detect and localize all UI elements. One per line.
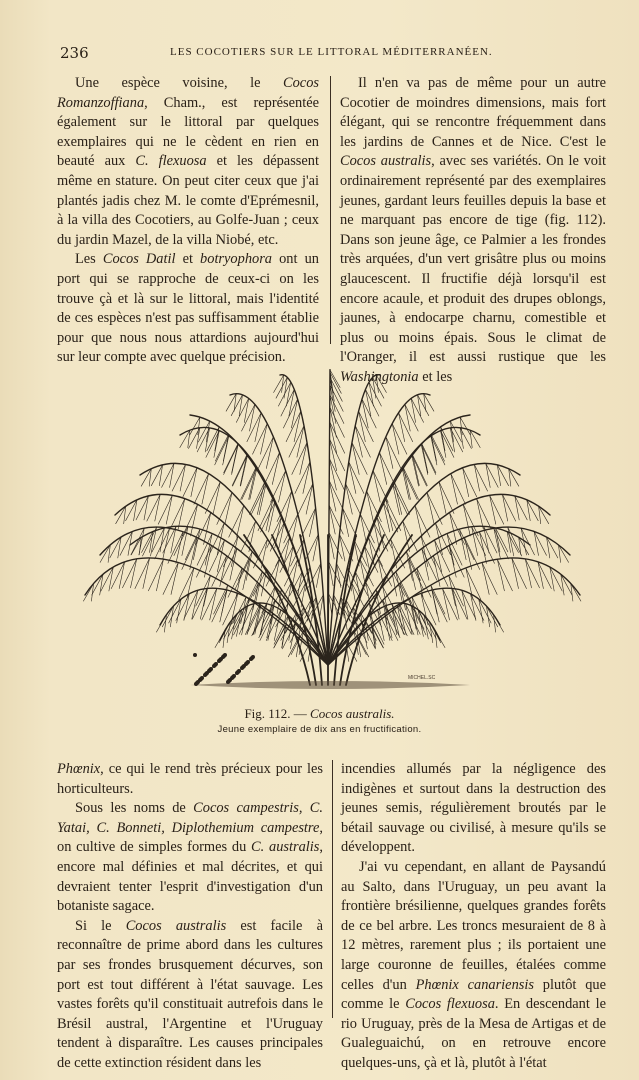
leaflet xyxy=(204,546,211,578)
leaflet xyxy=(415,506,422,538)
leaflet xyxy=(441,427,453,451)
leaflet xyxy=(486,463,490,487)
leaflet xyxy=(303,462,310,494)
fruit-drupe xyxy=(214,662,218,666)
leaflet xyxy=(521,528,534,555)
column-divider xyxy=(330,76,331,344)
leaflet xyxy=(202,474,209,505)
leaflet xyxy=(439,482,446,514)
leaflet xyxy=(135,558,150,589)
leaflet xyxy=(360,514,366,543)
leaflet xyxy=(411,398,423,422)
frond-rachis xyxy=(85,558,328,665)
leaflet xyxy=(269,590,281,614)
leaflet xyxy=(255,605,261,634)
leaflet xyxy=(422,444,428,473)
leaflet xyxy=(435,540,450,572)
leaflet xyxy=(380,453,395,485)
leaflet xyxy=(253,424,268,455)
leaflet xyxy=(386,499,393,531)
leaflet xyxy=(225,493,232,525)
leaflet xyxy=(241,454,248,486)
leaflet xyxy=(171,526,176,553)
leaflet xyxy=(497,559,512,591)
leaflet xyxy=(223,434,228,461)
leaflet xyxy=(451,474,466,505)
leaflet xyxy=(502,494,507,521)
leaflet xyxy=(183,504,198,536)
leaflet xyxy=(166,495,172,524)
leaflet xyxy=(352,583,356,607)
engraver-signature: MICHEL.SC xyxy=(408,675,436,681)
frond-rachis xyxy=(328,463,520,665)
leaflet xyxy=(294,411,301,442)
leaflet xyxy=(463,468,469,497)
leaflet xyxy=(490,495,496,524)
leaflet xyxy=(346,484,361,515)
leaflet xyxy=(297,426,304,458)
leaflet xyxy=(330,439,345,471)
leaflet xyxy=(512,558,527,589)
leaflet xyxy=(355,426,362,458)
leaflet xyxy=(534,531,546,555)
leaflet xyxy=(362,399,368,428)
leaflet xyxy=(232,444,239,475)
leaflet xyxy=(386,499,401,531)
leaflet xyxy=(180,464,185,491)
leaflet xyxy=(512,558,519,589)
leaflet xyxy=(329,532,334,559)
leaflet xyxy=(525,559,531,588)
column-bottom-left xyxy=(57,760,323,1074)
fruit-drupe xyxy=(193,653,197,657)
leaflet xyxy=(393,483,408,515)
leaflet xyxy=(176,532,183,564)
leaflet xyxy=(171,563,178,595)
leaflet xyxy=(474,464,487,491)
leaflet xyxy=(163,528,170,559)
leaflet xyxy=(343,508,349,537)
leaflet xyxy=(131,559,137,588)
leaflet xyxy=(230,549,237,581)
leaflet xyxy=(534,531,538,555)
fruit-drupe xyxy=(196,680,200,684)
leaflet xyxy=(463,504,470,536)
leaflet xyxy=(395,483,402,515)
leaflet xyxy=(471,594,476,621)
leaflet xyxy=(441,431,446,458)
leaflet xyxy=(486,463,498,487)
leaflet xyxy=(337,563,341,587)
running-title: LES COCOTIERS SUR LE LITTORAL MÉDITERRANÉEN. xyxy=(170,46,493,58)
leaflet xyxy=(204,513,211,545)
fruit-drupe xyxy=(237,669,241,673)
leaflet xyxy=(447,534,462,566)
fruit-drupe xyxy=(228,678,232,682)
leaflet xyxy=(359,411,366,442)
leaflet xyxy=(289,389,294,416)
paragraph: Une espèce voisine, le Cocos Romanzoffiana, Cham., est représentée également sur le littoral par quelques exemplaires qui ne le cèdent en rien en beauté aux C. flexuosa et les dépassent même en stature. On peut citer ceux que j'ai plantés jadis chez M. le comte d'Eprémesnil, à la villa des Cocotiers, au Golfe-Juan ; ceux du jardin Mazel, de la villa Niobé, etc. xyxy=(57,75,319,248)
leaflet xyxy=(120,531,132,555)
leaflet xyxy=(295,462,310,494)
leaflet xyxy=(340,534,345,561)
fruit-drupe xyxy=(209,667,213,671)
leaflet xyxy=(214,431,219,458)
leaflet xyxy=(266,437,273,469)
leaflet xyxy=(257,483,264,515)
leaflet xyxy=(369,382,373,406)
fruit-drupe xyxy=(251,655,255,659)
leaflet xyxy=(441,431,454,458)
leaflet xyxy=(283,399,297,428)
leaflet xyxy=(494,528,501,559)
page-number: 236 xyxy=(60,44,89,62)
leaflet xyxy=(143,558,150,589)
paragraph: Il n'en va pas de même pour un autre Cocotier de moindres dimensions, mais fort élégant, qui se rencontre fréquemment dans les jardins de Cannes et de Nice. C'est le Cocos australis, avec ses variétés. On le voit ordinairement représenté par des exemplaires jeunes, gardant leurs feuilles depuis la base et ne marquant pas encore de tige (fig. 112). Dans son jeune âge, ce Palmier a les frondes très arquées, d'un vert grisâtre plus ou moins glaucescent. Il fructifie déjà lorsqu'il est encore acaule, et produit des drupes oblongs, jaunes, à endocarpe charnu, comestible et plus ou moins épais. Sous le climat de l'Oranger, il est aussi rustique que les Washingtonia et les xyxy=(340,75,606,385)
leaflet xyxy=(212,556,227,587)
leaflet xyxy=(255,413,261,442)
leaflet xyxy=(213,482,220,514)
paragraph: Phœnix, ce qui le rend très précieux pour les horticulteurs. xyxy=(57,761,323,797)
page-header xyxy=(60,44,620,64)
figure-caption: Fig. 112. — Cocos australis. xyxy=(244,706,395,721)
column-top-right xyxy=(340,74,606,388)
leaflet xyxy=(237,506,244,538)
leaflet xyxy=(329,481,336,512)
leaflet xyxy=(156,559,163,591)
fruit-drupe xyxy=(223,653,227,657)
leaflet xyxy=(83,584,93,602)
leaflet xyxy=(194,474,209,505)
leaflet xyxy=(316,563,320,587)
leaflet xyxy=(192,590,198,619)
leaflet xyxy=(206,431,219,458)
leaflet xyxy=(229,506,244,538)
leaflet xyxy=(349,462,364,494)
leaflet xyxy=(386,437,393,469)
leaflet xyxy=(301,508,315,537)
leaflet xyxy=(439,482,454,514)
fruit-drupe xyxy=(246,660,250,664)
column-top-left xyxy=(57,74,319,368)
leaflet xyxy=(144,496,148,520)
leaflet xyxy=(362,399,376,428)
leaflet xyxy=(286,382,290,406)
frond-rachis xyxy=(220,603,328,665)
leaflet xyxy=(515,496,519,520)
leaflet xyxy=(459,529,466,560)
leaflet xyxy=(508,527,522,556)
leaflet xyxy=(330,422,337,454)
leaflet xyxy=(298,484,313,515)
leaflet xyxy=(502,494,515,521)
leaflet xyxy=(205,428,209,452)
leaflet xyxy=(184,594,189,621)
frond-rachis xyxy=(328,394,430,665)
leaflet xyxy=(385,614,390,641)
leaflet xyxy=(170,499,185,530)
leaflet xyxy=(399,413,413,442)
leaflet xyxy=(109,567,113,591)
leaflet xyxy=(292,514,298,543)
leaflet xyxy=(490,495,504,524)
leaflet xyxy=(463,504,478,536)
leaflet xyxy=(163,563,178,595)
leaflet xyxy=(346,484,353,515)
leaflet xyxy=(279,471,286,503)
leaflet xyxy=(236,398,248,422)
frond-rachis xyxy=(328,558,580,665)
leaflet xyxy=(352,443,359,475)
leaflet xyxy=(288,546,293,573)
leaflet xyxy=(462,590,476,619)
leaflet xyxy=(220,590,227,622)
leaflet xyxy=(274,624,286,648)
fruit-drupe xyxy=(242,664,246,668)
leaflet xyxy=(383,501,398,532)
leaflet xyxy=(367,491,382,522)
leaflet xyxy=(258,499,273,531)
leaflet xyxy=(451,474,458,505)
leaflet xyxy=(329,562,333,586)
leaflet xyxy=(281,389,294,416)
leaflet xyxy=(158,495,172,524)
leaflet xyxy=(392,424,407,455)
leaflet xyxy=(365,546,370,573)
frond-rachis xyxy=(160,588,328,665)
leaflet xyxy=(427,493,434,525)
leaflet xyxy=(155,494,160,521)
leaflet xyxy=(329,481,344,512)
leaflet xyxy=(251,483,266,515)
leaflet xyxy=(205,482,220,514)
leaflet xyxy=(482,563,489,595)
leaflet xyxy=(412,454,419,486)
leaflet xyxy=(266,499,273,531)
fruit-drupe xyxy=(232,674,236,678)
fruit-drupe xyxy=(219,657,223,661)
leaflet xyxy=(538,562,543,589)
leaflet xyxy=(162,463,174,487)
paragraph: Sous les noms de Cocos campestris, C. Yatai, C. Bonneti, Diplothemium campestre, on cultive de simples formes du C. australis, encore mal définies et mal décrites, et qui devraient tenter l'esprit d'investigation d'un botaniste sagace. xyxy=(57,800,324,915)
paragraph: Les Cocos Datil et botryophora ont un port qui se rapproche de ceux-ci on les trouve çà et là sur le littoral, mais l'identité de ces espèces n'est pas suffisamment établie pour que nous nous attardions aujourd'hui sur leur compte avec quelque précision. xyxy=(57,251,319,366)
leaflet xyxy=(242,606,248,635)
leaflet xyxy=(313,534,318,561)
leaflet xyxy=(329,505,335,534)
leaflet xyxy=(261,501,276,532)
fruit-drupe xyxy=(200,676,204,680)
leaflet xyxy=(432,590,447,622)
leaflet xyxy=(249,468,256,500)
leaflet xyxy=(550,567,554,591)
leaflet xyxy=(477,499,492,530)
leaflet xyxy=(205,534,212,566)
leaflet xyxy=(244,398,248,422)
figure-subcaption: Jeune exemplaire de dix ans en fructification. xyxy=(217,724,422,735)
leaflet xyxy=(415,506,430,538)
leaflet xyxy=(172,464,185,491)
leaflet xyxy=(413,455,420,486)
leaflet xyxy=(525,559,539,588)
leaflet xyxy=(204,576,211,607)
leaflet xyxy=(184,590,198,619)
leaflet xyxy=(349,462,356,494)
leaflet xyxy=(192,588,207,619)
leaflet xyxy=(261,424,268,455)
leaflet xyxy=(306,484,313,515)
leaflet xyxy=(178,499,185,530)
leaflet xyxy=(170,463,174,487)
leaflet xyxy=(472,527,478,556)
leaflet xyxy=(259,483,266,515)
leaflet xyxy=(373,471,380,503)
column-bottom-right xyxy=(341,760,606,1074)
leaflet xyxy=(200,588,207,619)
leaflet xyxy=(301,583,305,607)
leaflet xyxy=(463,468,477,497)
leaflet xyxy=(111,562,124,589)
leaflet xyxy=(367,491,374,522)
leaflet xyxy=(393,483,400,515)
leaflet xyxy=(352,443,367,475)
leaflet xyxy=(497,559,504,591)
leaflet xyxy=(431,434,436,461)
leaflet xyxy=(232,444,238,473)
fruit-drupe xyxy=(205,671,209,675)
leaflet xyxy=(210,588,217,620)
paragraph: incendies allumés par la négligence des indigènes et surtout dans la destruction des jeunes semis, régulièrement broutés par le bétail sauvage ou civilisé, à mesure qu'ils se développent. xyxy=(341,761,606,856)
palm-illustration xyxy=(70,355,590,700)
leaflet xyxy=(148,559,163,591)
leaflet xyxy=(183,468,197,497)
leaflet xyxy=(217,493,232,525)
leaflet xyxy=(477,499,484,530)
leaflet xyxy=(285,491,292,522)
leaflet xyxy=(343,508,357,537)
leaflet xyxy=(305,534,318,561)
leaflet xyxy=(494,528,509,559)
leaflet xyxy=(538,562,551,589)
ground-shadow xyxy=(190,681,470,689)
leaflet xyxy=(392,424,399,455)
leaflet xyxy=(212,590,227,622)
leaflet xyxy=(191,468,197,497)
leaflet xyxy=(193,529,200,560)
leaflet xyxy=(443,588,450,620)
leaflet xyxy=(450,428,454,452)
leaflet xyxy=(233,597,246,624)
leaflet xyxy=(450,513,457,545)
leaflet xyxy=(191,504,198,536)
leaflet xyxy=(474,464,479,491)
leaflet xyxy=(366,389,379,416)
leaflet xyxy=(380,453,387,485)
leaflet xyxy=(247,413,261,442)
leaflet xyxy=(309,508,315,537)
leaflet xyxy=(168,532,183,564)
paragraph: J'ai vu cependant, en allant de Paysandú au Salto, dans l'Uruguay, un peu avant la frontière brésilienne, quelques grandes forêts de ce bel arbre. Les troncs mesuraient de 8 à 12 mètres, rarement plus ; ils portaient une large couronne de feuilles, étalées comme celles d'un Phœnix canariensis plutôt que comme le Cocos flexuosa. En descendant le rio Uruguay, près de la Mesa de Artigas et de Gualeguaichú, on en retrouve encore quelques-uns, çà et là, plutôt à l'état xyxy=(341,858,606,1071)
leaflet xyxy=(395,483,410,515)
leaflet xyxy=(482,563,497,595)
leaflet xyxy=(449,576,456,607)
leaflet xyxy=(147,494,160,521)
leaflet xyxy=(391,539,405,568)
paragraph: Si le Cocos australis est facile à reconnaître de prime abord dans les cultures par ses frondes brusquement décurves, son port est tout différent à l'état sauvage. Les vastes forêts qu'il constituait autrefois dans le Brésil austral, l'Argentine et l'Uruguay tendent à disparaître. Les causes principales de cette extinction résident dans les xyxy=(57,917,323,1071)
leaflet xyxy=(272,453,279,485)
leaflet xyxy=(277,491,292,522)
leaflet xyxy=(207,427,219,451)
column-divider xyxy=(332,760,333,1018)
leaflet xyxy=(240,455,247,486)
leaflet xyxy=(399,413,405,442)
leaflet xyxy=(452,588,459,619)
